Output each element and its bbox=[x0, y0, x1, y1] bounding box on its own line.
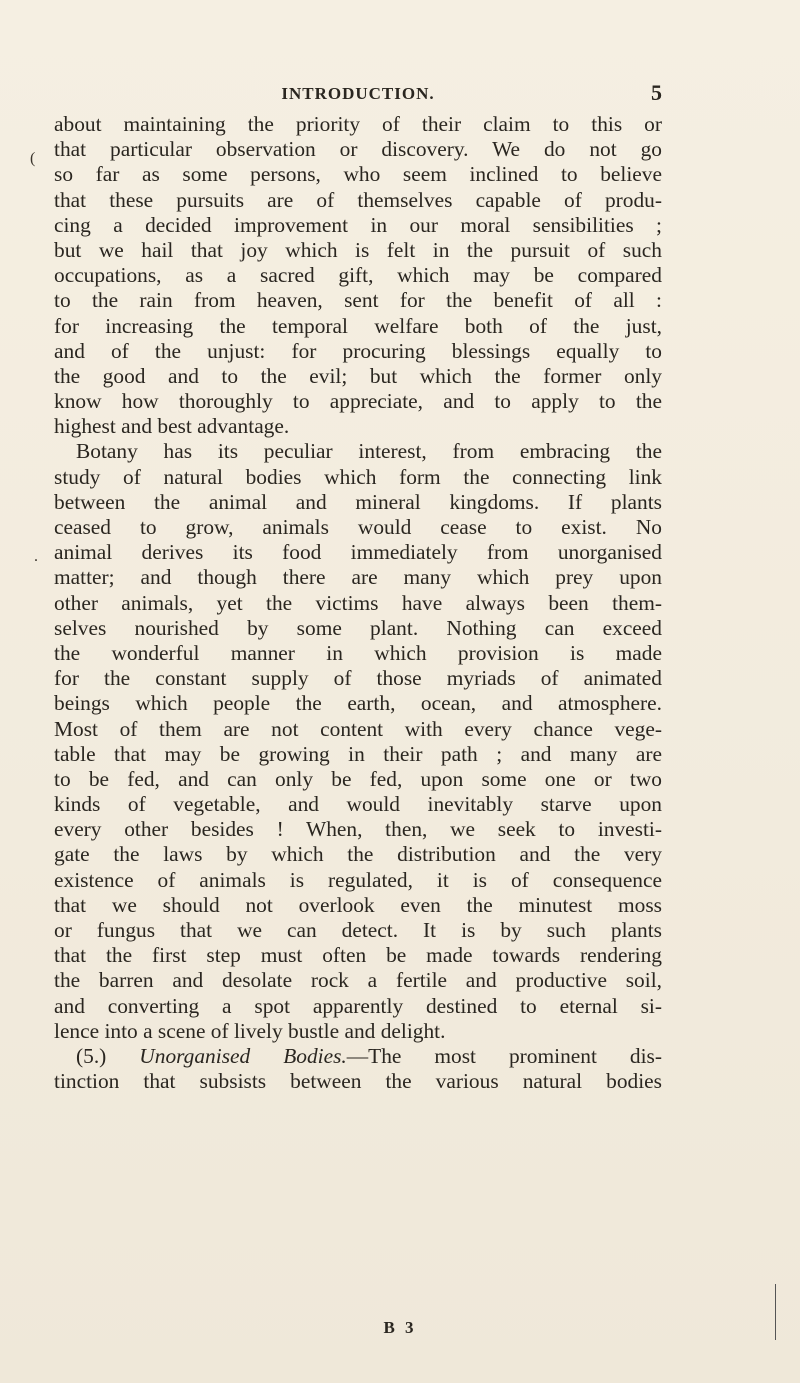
text-line: that the first step must often be made towards rendering bbox=[54, 943, 662, 968]
body-text bbox=[54, 112, 662, 1094]
section-title: Unorganised Bodies. bbox=[139, 1043, 347, 1068]
text-line: Most of them are not content with every chance vege- bbox=[54, 716, 662, 741]
text-line: and converting a spot apparently destined to eternal si- bbox=[54, 993, 662, 1018]
margin-mark: ( bbox=[30, 150, 36, 167]
page-header bbox=[54, 82, 662, 108]
text-line: highest and best advantage. bbox=[54, 414, 290, 439]
section-5 bbox=[54, 1044, 662, 1094]
margin-mark: . bbox=[34, 548, 38, 565]
running-head: INTRODUCTION. bbox=[281, 84, 435, 103]
signature-mark: B 3 bbox=[383, 1318, 417, 1337]
text-line: lence into a scene of lively bustle and delight. bbox=[54, 1018, 446, 1043]
text-line: every other besides ! When, then, we seek to investi- bbox=[54, 817, 662, 842]
page-number: 5 bbox=[651, 80, 662, 105]
text-line: cing a decided improvement in our moral sensibilities ; bbox=[54, 212, 662, 237]
text-line: other animals, yet the victims have always been them- bbox=[54, 590, 662, 615]
text-line: the good and to the evil; but which the former only bbox=[54, 363, 662, 388]
text-line: kinds of vegetable, and would inevitably starve upon bbox=[54, 792, 662, 817]
text-line: animal derives its food immediately from unorganised bbox=[54, 540, 662, 565]
text-line: so far as some persons, who seem inclined to believe bbox=[54, 162, 662, 187]
text-line: matter; and though there are many which prey upon bbox=[54, 565, 662, 590]
section-heading-text: —The most prominent dis- bbox=[346, 1043, 662, 1068]
text-line: that these pursuits are of themselves capable of produ- bbox=[54, 187, 662, 212]
text-line: but we hail that joy which is felt in the pursuit of such bbox=[54, 237, 662, 262]
text-line: to the rain from heaven, sent for the benefit of all : bbox=[54, 288, 662, 313]
section-number: (5.) bbox=[76, 1043, 107, 1068]
text-line: study of natural bodies which form the connecting link bbox=[54, 464, 662, 489]
text-line: that particular observation or discovery. We do not go bbox=[54, 137, 662, 162]
text-line: tinction that subsists between the various natural bodies bbox=[54, 1069, 662, 1094]
text-line: and of the unjust: for procuring blessings equally to bbox=[54, 338, 662, 363]
text-line: Botany has its peculiar interest, from embracing the bbox=[76, 439, 662, 464]
text-line: beings which people the earth, ocean, and atmosphere. bbox=[54, 691, 662, 716]
text-line: to be fed, and can only be fed, upon some one or two bbox=[54, 766, 662, 791]
text-line: gate the laws by which the distribution and the very bbox=[54, 842, 662, 867]
text-line: existence of animals is regulated, it is of consequence bbox=[54, 867, 662, 892]
text-line: about maintaining the priority of their claim to this or bbox=[54, 112, 662, 136]
text-line: that we should not overlook even the minutest moss bbox=[54, 892, 662, 917]
text-line: the barren and desolate rock a fertile and productive soil, bbox=[54, 968, 662, 993]
text-line: selves nourished by some plant. Nothing can exceed bbox=[54, 615, 662, 640]
text-line: ceased to grow, animals would cease to exist. No bbox=[54, 515, 662, 539]
text-line: the wonderful manner in which provision is made bbox=[54, 640, 662, 665]
paragraph-2 bbox=[54, 439, 662, 1044]
text-line: know how thoroughly to appreciate, and to apply to the bbox=[54, 389, 662, 414]
text-line: occupations, as a sacred gift, which may be compared bbox=[54, 263, 662, 288]
text-line: between the animal and mineral kingdoms. If plants bbox=[54, 489, 662, 514]
text-line: for increasing the temporal welfare both of the just, bbox=[54, 313, 662, 338]
section-heading-line bbox=[54, 1044, 662, 1069]
paragraph-1 bbox=[54, 112, 662, 439]
text-line: table that may be growing in their path ; and many are bbox=[54, 741, 662, 766]
text-line: or fungus that we can detect. It is by such plants bbox=[54, 918, 662, 942]
text-line: for the constant supply of those myriads of animated bbox=[54, 666, 662, 691]
